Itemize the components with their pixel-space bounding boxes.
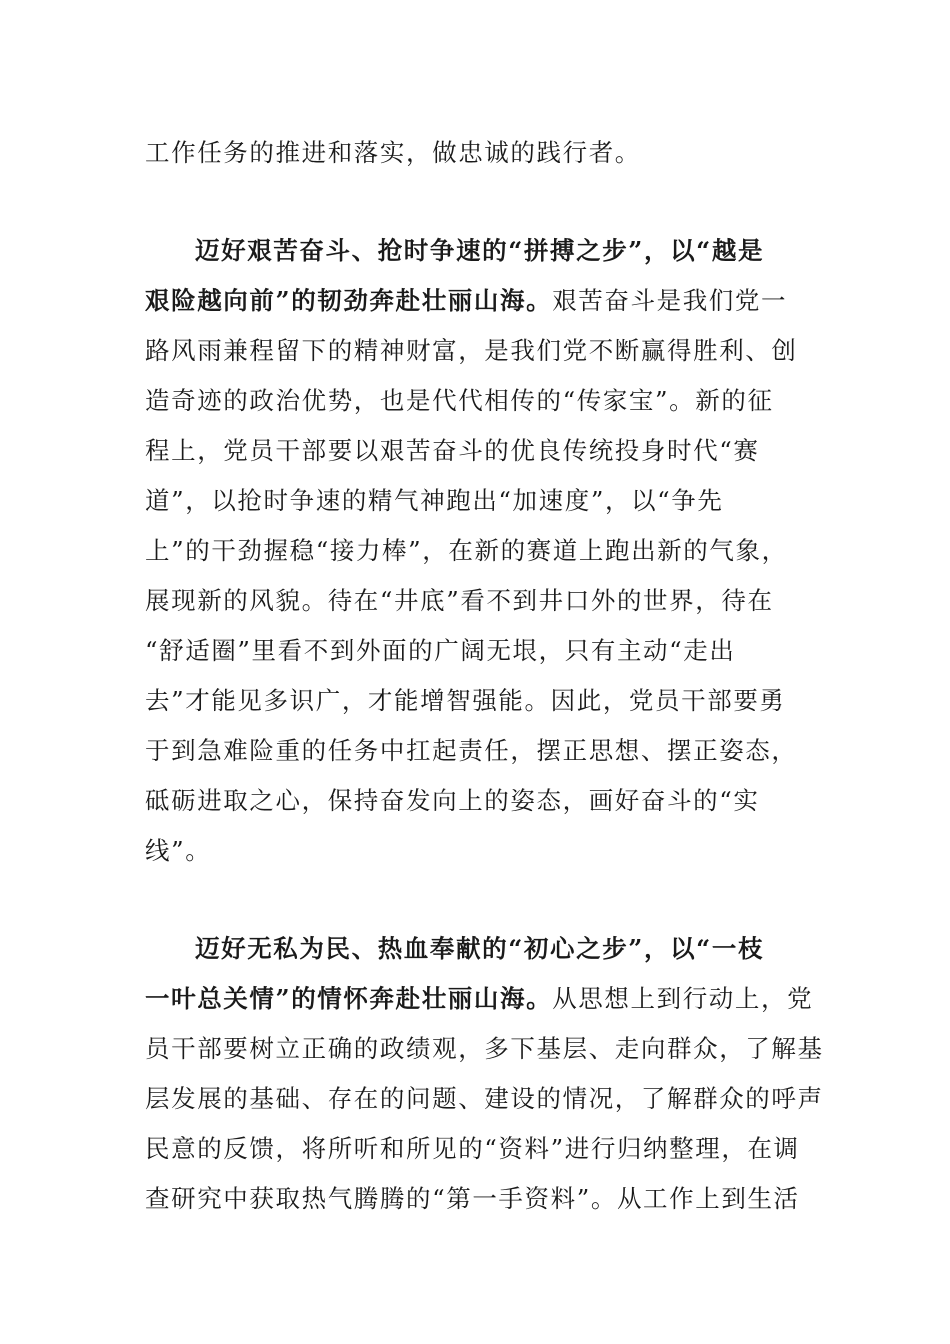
paragraph-line: 于到急难险重的任务中扛起责任，摆正思想、摆正姿态， <box>145 736 798 765</box>
body-text: 从思想上到行动上，党 <box>552 984 814 1013</box>
bold-heading-text: 迈好无私为民、热血奉献的“初心之步”，以“一枝 <box>195 934 765 963</box>
paragraph-line: 员干部要树立正确的政绩观，多下基层、走向群众，了解基 <box>145 1034 824 1063</box>
paragraph-line: 线”。 <box>145 836 212 865</box>
paragraph-line <box>195 934 764 964</box>
paragraph-line: 查研究中获取热气腾腾的“第一手资料”。从工作上到生活 <box>145 1184 800 1213</box>
paragraph-line: 造奇迹的政治优势，也是代代相传的“传家宝”。新的征 <box>145 386 774 415</box>
paragraph-line: 砥砺进取之心，保持奋发向上的姿态，画好奋斗的“实 <box>145 786 760 815</box>
paragraph-line: 上”的干劲握稳“接力棒”，在新的赛道上跑出新的气象， <box>145 536 788 565</box>
paragraph-line: “舒适圈”里看不到外面的广阔无垠，只有主动“走出 <box>145 636 736 665</box>
bold-heading-text: 迈好艰苦奋斗、抢时争速的“拼搏之步”，以“越是 <box>195 236 765 265</box>
paragraph-line: 路风雨兼程留下的精神财富，是我们党不断赢得胜利、创 <box>145 336 798 365</box>
paragraph-line: 层发展的基础、存在的问题、建设的情况，了解群众的呼声 <box>145 1084 824 1113</box>
paragraph-line: 道”，以抢时争速的精气神跑出“加速度”，以“争先 <box>145 486 724 515</box>
paragraph-line: 民意的反馈，将所听和所见的“资料”进行归纳整理，在调 <box>145 1134 800 1163</box>
paragraph-line <box>195 236 764 266</box>
paragraph-line: 工作任务的推进和落实，做忠诚的践行者。 <box>145 138 641 167</box>
body-text: 艰苦奋斗是我们党一 <box>552 286 788 315</box>
paragraph-line: 去”才能见多识广，才能增智强能。因此，党员干部要勇 <box>145 686 786 715</box>
paragraph-line <box>145 286 787 316</box>
paragraph-line: 程上，党员干部要以艰苦奋斗的优良传统投身时代“赛 <box>145 436 760 465</box>
bold-heading-text: 艰险越向前”的韧劲奔赴壮丽山海。 <box>145 286 553 315</box>
bold-heading-text: 一叶总关情”的情怀奔赴壮丽山海。 <box>145 984 553 1013</box>
paragraph-line: 展现新的风貌。待在“井底”看不到井口外的世界，待在 <box>145 586 774 615</box>
paragraph-line <box>145 984 813 1014</box>
